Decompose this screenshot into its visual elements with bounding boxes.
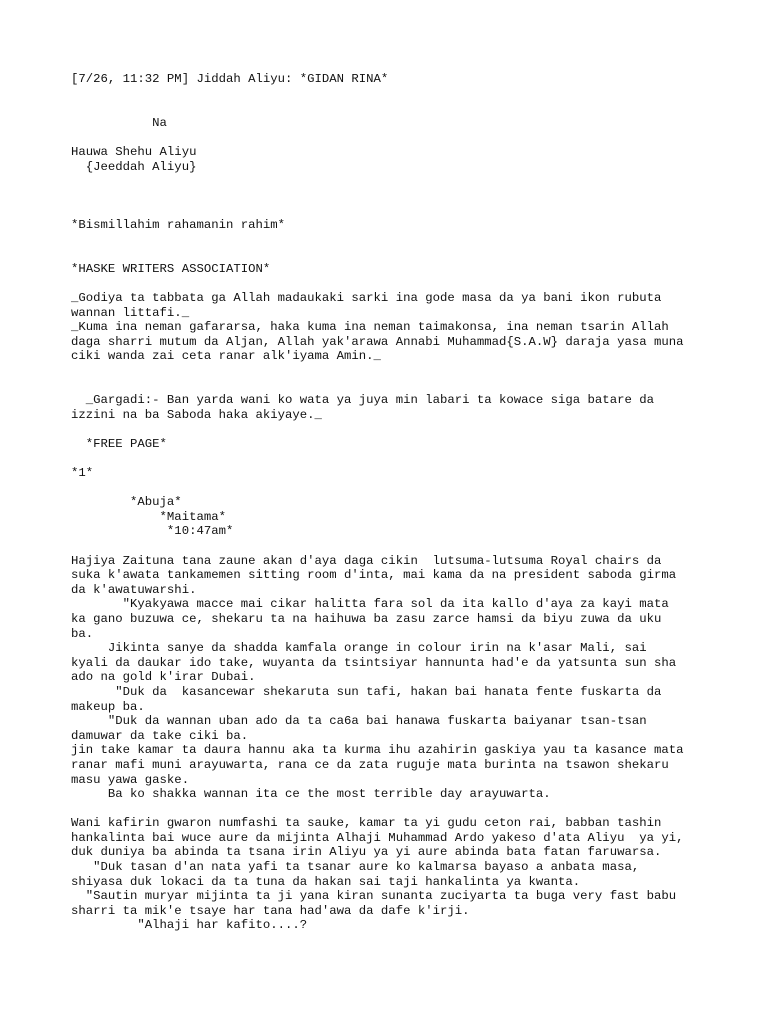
document-line: ba. [71,626,94,641]
document-line: ado na gold k'irar Dubai. [71,670,256,685]
document-line [71,481,711,496]
document-line: damuwar da take ciki ba. [71,728,249,743]
document-line: Hauwa Shehu Aliyu [71,144,197,159]
document-line: ciki wanda zai ceta ranar alk'iyama Amin._ [71,349,381,364]
document-line: *FREE PAGE* [71,436,167,451]
document-line: "Alhaji har kafito....? [71,918,308,933]
document-line: jin take kamar ta daura hannu aka ta kurma ihu azahirin gaskiya yau ta kasance mata [71,743,684,758]
document-line: "Duk tasan d'an nata yafi ta tsanar aure ko kalmarsa bayaso a anbata masa, [71,860,640,875]
document-line: da k'awatuwarshi. [71,582,197,597]
document-line [71,233,711,248]
document-line: *HASKE WRITERS ASSOCIATION* [71,261,271,276]
document-line: "Kyakyawa macce mai cikar halitta fara sol da ita kallo d'aya za kayi mata [71,597,669,612]
document-line: Jikinta sanye da shadda kamfala orange in colour irin na k'asar Mali, sai [71,641,647,656]
document-line: Na [71,115,167,130]
document-line [71,802,711,817]
document-page [71,72,711,933]
document-line: shiyasa duk lokaci da ta tuna da hakan sai taji hankalinta ya kwanta. [71,874,581,889]
document-line [71,174,711,189]
document-line: ranar mafi muni arayuwarta, rana ce da zata ruguje mata burinta na tsawon shekaru [71,757,669,772]
document-line: Ba ko shakka wannan ita ce the most terrible day arayuwarta. [71,787,551,802]
document-line [71,378,711,393]
document-line: *1* [71,466,94,481]
document-line: "Sautin muryar mijinta ta ji yana kiran sunanta zuciyarta ta buga very fast babu [71,889,677,904]
document-line: suka k'awata tankamemen sitting room d'inta, mai kama da na president saboda girma [71,568,677,583]
document-line: *Bismillahim rahamanin rahim* [71,217,286,232]
document-line [71,451,711,466]
document-line: "Duk da kasancewar shekaruta sun tafi, hakan bai hanata fente fuskarta da [71,684,662,699]
document-line: {Jeeddah Aliyu} [71,159,197,174]
document-line: masu yawa gaske. [71,772,190,787]
document-line: _Kuma ina neman gafararsa, haka kuma ina neman taimakonsa, ina neman tsarin Allah [71,320,669,335]
document-line: duk duniya ba abinda ta tsana irin Aliyu ya yi aure abinda bata fatan faruwarsa. [71,845,662,860]
document-line: Hajiya Zaituna tana zaune akan d'aya daga cikin lutsuma-lutsuma Royal chairs da [71,553,662,568]
document-line: *Abuja* [71,495,182,510]
document-line [71,130,711,145]
document-line [71,422,711,437]
document-line: *10:47am* [71,524,234,539]
document-line: *Maitama* [71,509,226,524]
document-line: ka gano buzuwa ce, shekaru ta na haihuwa ba zasu zarce hamsi da biyu zuwa da uku [71,611,662,626]
document-line [71,539,711,554]
document-line: hankalinta bai wuce aure da mijinta Alhaji Muhammad Ardo yakeso d'ata Aliyu ya yi, [71,830,684,845]
document-line [71,247,711,262]
document-line: _Gargadi:- Ban yarda wani ko wata ya juya min labari ta kowace siga batare da [71,393,654,408]
document-line: makeup ba. [71,699,145,714]
document-line: sharri ta mik'e tsaye har tana had'awa da dafe k'irji. [71,903,470,918]
document-line [71,364,711,379]
document-line: Wani kafirin gwaron numfashi ta sauke, kamar ta yi gudu ceton rai, babban tashin [71,816,662,831]
document-line: izzini na ba Saboda haka akiyaye._ [71,407,322,422]
document-line [71,276,711,291]
document-line [71,203,711,218]
document-line: [7/26, 11:32 PM] Jiddah Aliyu: *GIDAN RINA* [71,72,389,86]
document-line [71,87,711,102]
document-line [71,101,711,116]
document-line: _Godiya ta tabbata ga Allah madaukaki sarki ina gode masa da ya bani ikon rubuta [71,290,662,305]
document-line: wannan littafi._ [71,305,190,320]
document-line [71,189,711,204]
document-line: daga sharri mutum da Aljan, Allah yak'arawa Annabi Muhammad{S.A.W} daraja yasa muna [71,334,684,349]
document-line: kyali da daukar ido take, wuyanta da tsintsiyar hannunta had'e da yatsunta sun sha [71,655,677,670]
document-line: "Duk da wannan uban ado da ta ca6a bai hanawa fuskarta baiyanar tsan-tsan [71,714,647,729]
